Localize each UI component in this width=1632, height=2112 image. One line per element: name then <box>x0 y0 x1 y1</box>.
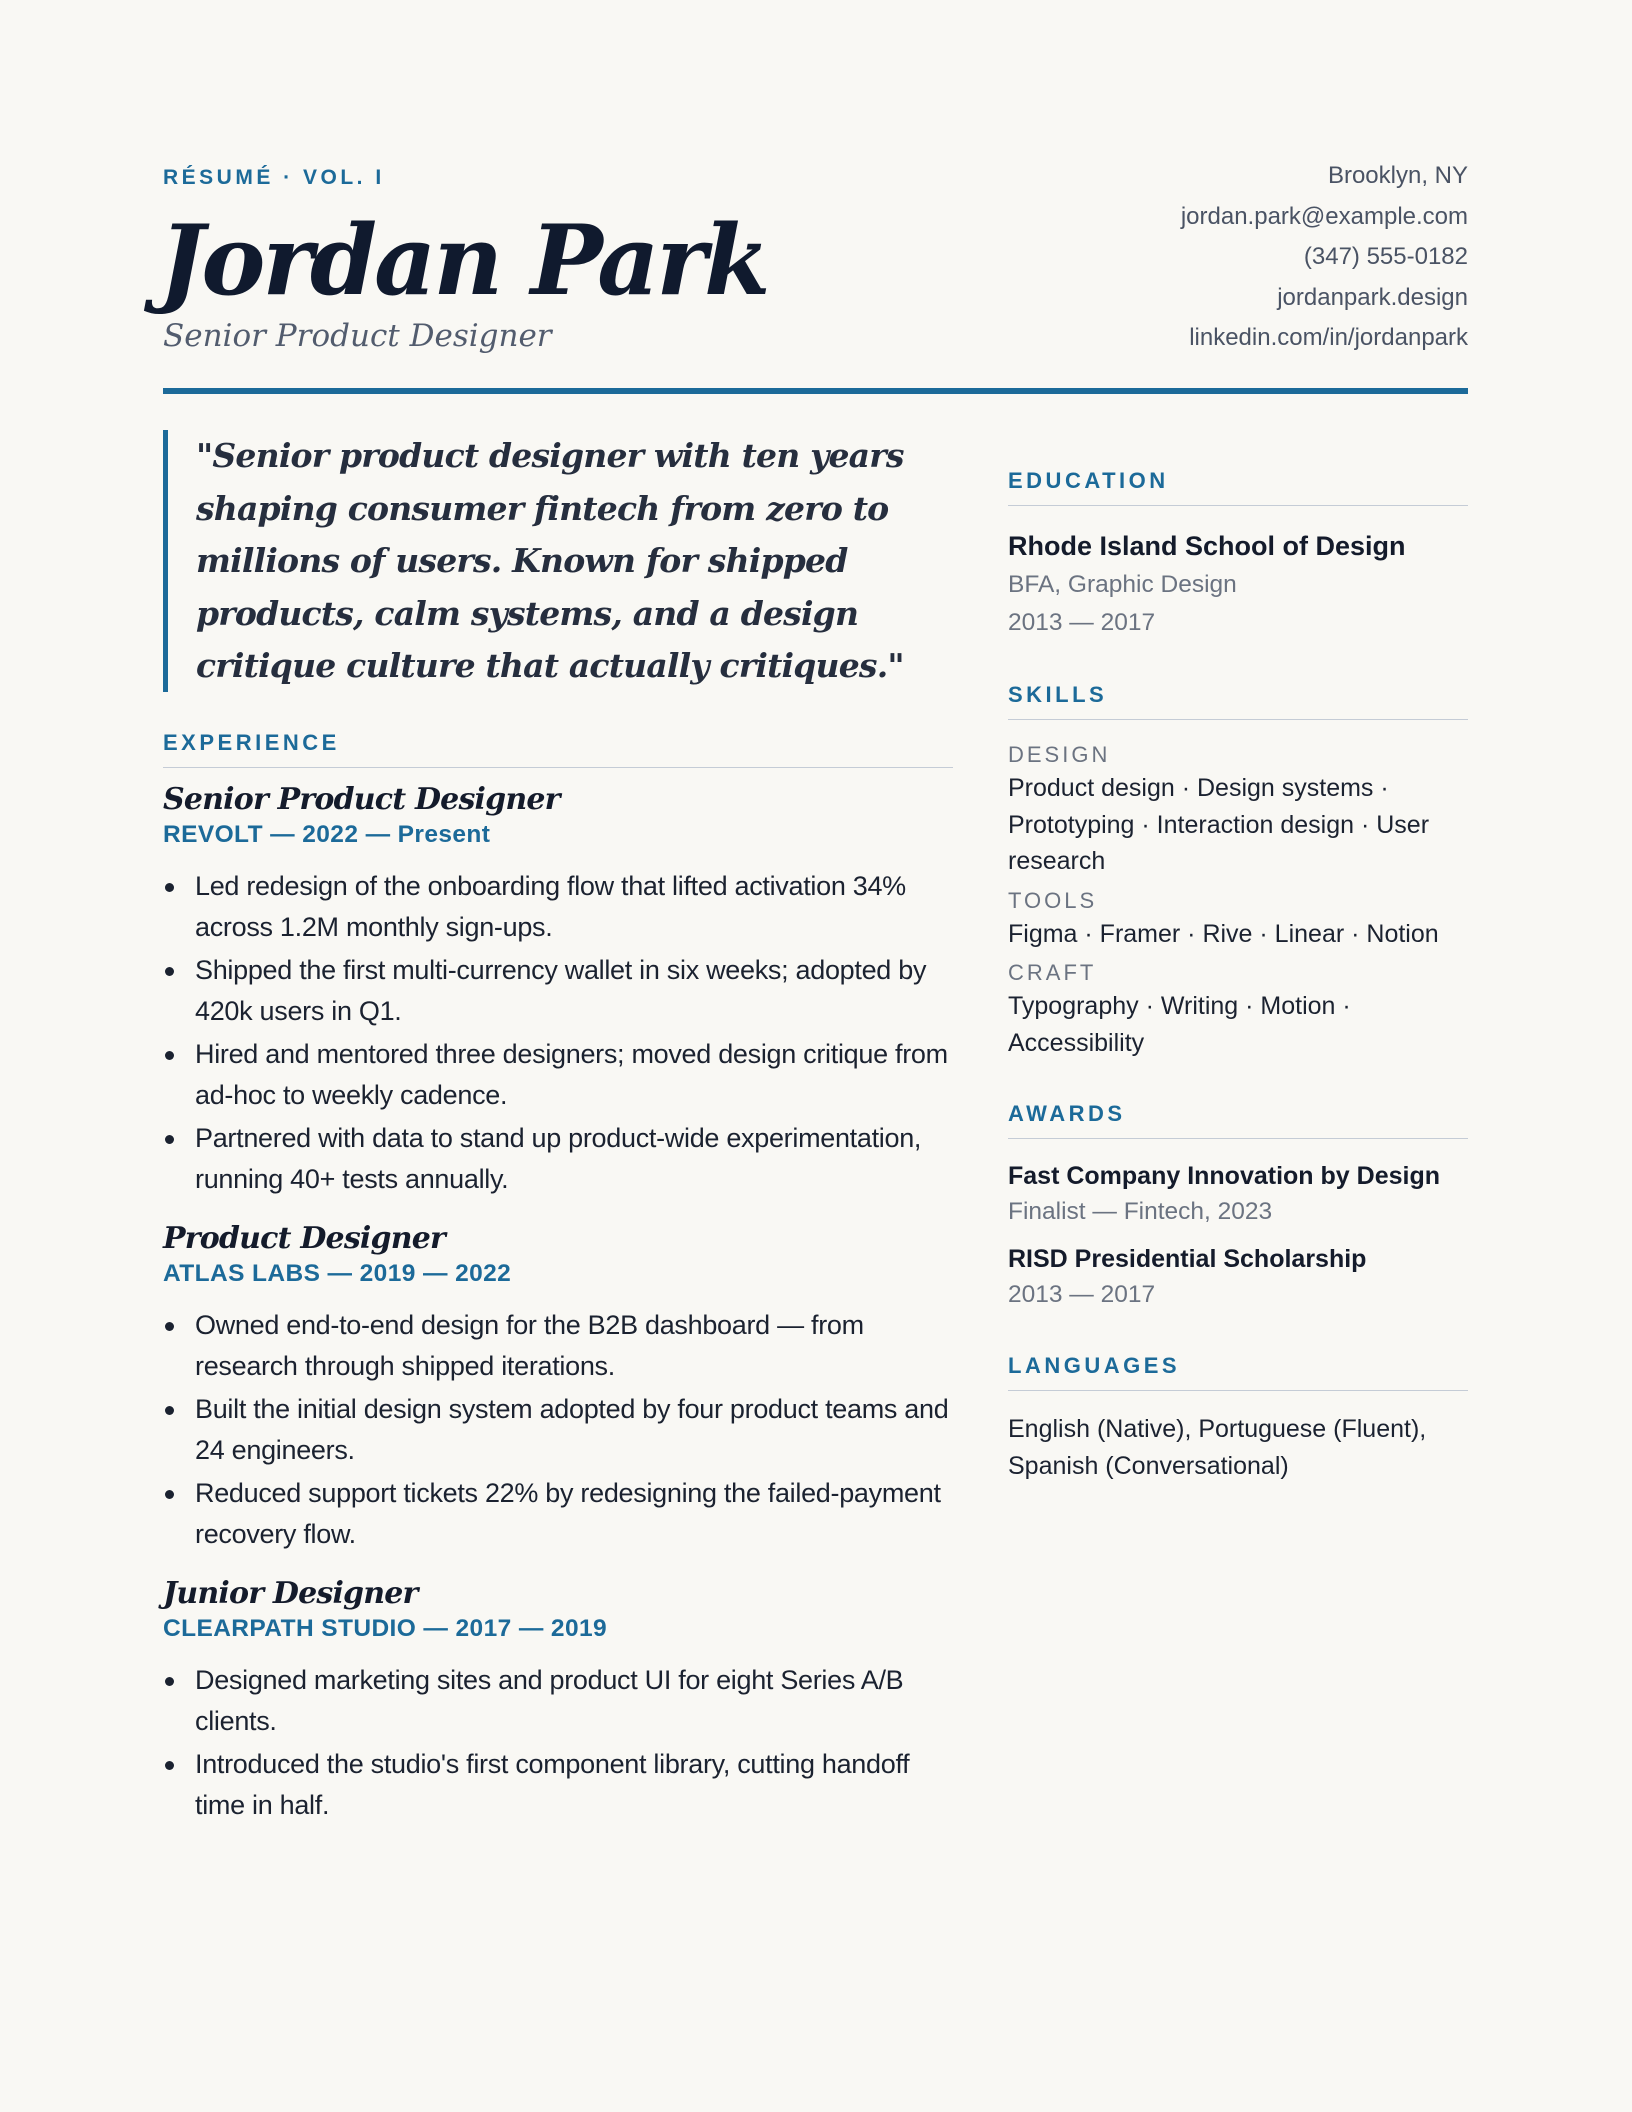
awards-section <box>1008 1101 1468 1313</box>
job-meta: CLEARPATH STUDIO — 2017 — 2019 <box>163 1615 608 1642</box>
summary-quote: "Senior product designer with ten years shaping consumer fintech from zero to millions of users. Known for shipped products, calm systems, and a design critique culture that actually critiques." <box>163 430 953 692</box>
contact-website[interactable]: jordanpark.design <box>1277 283 1468 311</box>
contact-email[interactable]: jordan.park@example.com <box>1180 202 1468 230</box>
main-column <box>163 430 953 1828</box>
job-bullets <box>163 866 953 1199</box>
list-item: Built the initial design system adopted by four product teams and 24 engineers. <box>163 1389 953 1470</box>
skill-category: CRAFT <box>1008 960 1097 985</box>
contact-linkedin[interactable]: linkedin.com/in/jordanpark <box>1189 324 1468 351</box>
education-school: Rhode Island School of Design <box>1008 531 1406 561</box>
skill-items: Product design · Design systems · Prototyping · Interaction design · User research <box>1008 774 1430 875</box>
job-title: Product Designer <box>163 1221 445 1256</box>
job-entry <box>163 1576 953 1825</box>
candidate-title: Senior Product Designer <box>163 318 552 354</box>
job-entry <box>163 1221 953 1554</box>
candidate-name: Jordan Park <box>159 204 768 317</box>
job-meta: ATLAS LABS — 2019 — 2022 <box>163 1260 512 1287</box>
job-meta: REVOLT — 2022 — Present <box>163 821 491 848</box>
education-degree: BFA, Graphic Design <box>1008 571 1237 598</box>
sidebar-column <box>1008 468 1468 1524</box>
contact-block <box>1181 156 1468 359</box>
languages-text: English (Native), Portuguese (Fluent), Spanish (Conversational) <box>1008 1415 1427 1480</box>
education-years: 2013 — 2017 <box>1008 609 1156 636</box>
job-bullets <box>163 1305 953 1554</box>
resume-page <box>159 0 1468 2112</box>
list-item: Led redesign of the onboarding flow that lifted activation 34% across 1.2M monthly sign-ups. <box>163 866 953 947</box>
job-title: Junior Designer <box>163 1576 418 1611</box>
skills-section <box>1008 682 1468 1061</box>
languages-section <box>1008 1353 1468 1484</box>
header-divider <box>163 388 1468 394</box>
experience-heading: EXPERIENCE <box>163 730 953 768</box>
list-item: Shipped the first multi-currency wallet in six weeks; adopted by 420k users in Q1. <box>163 950 953 1031</box>
award-note: Finalist — Fintech, 2023 <box>1008 1198 1273 1225</box>
contact-location: Brooklyn, NY <box>1327 162 1468 189</box>
list-item: Partnered with data to stand up product-wide experimentation, running 40+ tests annually. <box>163 1118 953 1199</box>
award-name: RISD Presidential Scholarship <box>1008 1245 1367 1273</box>
job-bullets <box>163 1660 953 1825</box>
list-item: Hired and mentored three designers; moved design critique from ad-hoc to weekly cadence. <box>163 1034 953 1115</box>
award-name: Fast Company Innovation by Design <box>1008 1162 1440 1190</box>
skill-category: TOOLS <box>1008 887 1098 913</box>
skill-items: Figma · Framer · Rive · Linear · Notion <box>1008 919 1439 948</box>
languages-heading: LANGUAGES <box>1008 1353 1468 1391</box>
resume-eyebrow: RÉSUMÉ · VOL. I <box>163 166 385 189</box>
list-item: Reduced support tickets 22% by redesigning the failed-payment recovery flow. <box>163 1473 953 1554</box>
award-note: 2013 — 2017 <box>1008 1281 1156 1308</box>
list-item: Introduced the studio's first component library, cutting handoff time in half. <box>163 1744 953 1825</box>
contact-phone[interactable]: (347) 555-0182 <box>1303 243 1468 270</box>
list-item: Designed marketing sites and product UI for eight Series A/B clients. <box>163 1660 953 1741</box>
education-section <box>1008 468 1468 642</box>
skills-heading: SKILLS <box>1008 682 1468 720</box>
awards-heading: AWARDS <box>1008 1101 1468 1139</box>
skill-category: DESIGN <box>1008 742 1111 767</box>
list-item: Owned end-to-end design for the B2B dashboard — from research through shipped iterations. <box>163 1305 953 1386</box>
job-entry <box>163 782 953 1199</box>
job-title: Senior Product Designer <box>163 782 560 817</box>
skill-items: Typography · Writing · Motion · Accessibility <box>1008 992 1351 1057</box>
education-heading: EDUCATION <box>1008 468 1468 506</box>
